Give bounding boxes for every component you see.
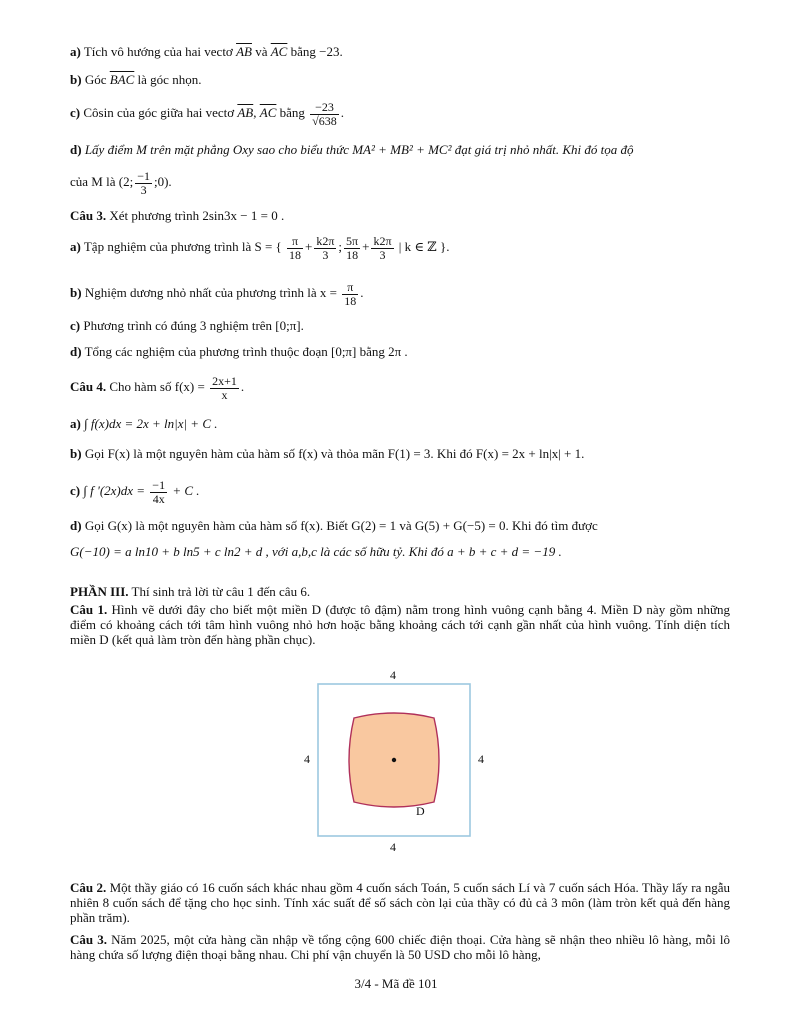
q4-item-d: d) Gọi G(x) là một nguyên hàm của hàm số f(x). Biết G(2) = 1 và G(5) + G(−5) = 0. Khi đó tìm được xyxy=(70,518,598,533)
bottom-side-label: 4 xyxy=(390,840,396,854)
q4-item-d-line2: G(−10) = a ln10 + b ln5 + c ln2 + d , với a,b,c là các số hữu tỷ. Khi đó a + b + c + d = −19 . xyxy=(70,544,562,559)
part3-question-2: Câu 2. Một thầy giáo có 16 cuốn sách khác nhau gồm 4 cuốn sách Toán, 5 cuốn sách Lí và 7 cuốn sách Hóa. Thầy lấy ra ngẫu nhiên 8 cuốn sách để tặng cho học sinh. Tính xác suất để số sách còn lại của thầy có đủ cả 3 môn (làm tròn kết quả đến hàng phần trăm). xyxy=(70,880,730,925)
part3-question-3: Câu 3. Năm 2025, một cửa hàng cần nhập về tổng cộng 600 chiếc điện thoại. Cửa hàng sẽ nhận theo nhiều lô hàng, mỗi lô hàng chứa số lượng điện thoại bằng nhau. Chi phí vận chuyển là 50 USD cho mỗi lô hàng, xyxy=(70,932,731,962)
frac-pi-18-b: $\frac{\pi}{18}$ xyxy=(344,279,357,308)
q3-item-c: c) Phương trình có đúng 3 nghiệm trên [0;π]. xyxy=(70,318,304,333)
item-d-point-m-coord: của M là (2; $\frac{-1}{3}$ ;0). xyxy=(70,168,172,197)
q4-item-a: a) ∫ f(x)dx = 2x + ln|x| + C . xyxy=(70,416,218,431)
q4-item-b: b) Gọi F(x) là một nguyên hàm của hàm số f(x) và thỏa mãn F(1) = 3. Khi đó F(x) = 2x + ln|x| + 1. xyxy=(70,446,585,461)
square-diagram xyxy=(300,668,500,858)
item-c-cosine: c) Côsin của góc giữa hai vectơ $\overline{AB}$, $\overline{AC}$ bằng $\frac{-23}{√638}$ . xyxy=(70,99,344,128)
frac-pi-18: $\frac{\pi}{18}$ xyxy=(289,233,302,262)
item-a-dot-product: a) Tích vô hướng của hai vectơ $\overline{AB}$ và $\overline{AC}$ bằng −23. xyxy=(70,44,343,59)
question-3: Câu 3. Xét phương trình 2sin3x − 1 = 0 . xyxy=(70,208,285,223)
q3-item-a: a) Tập nghiệm của phương trình là S = { $\frac{\pi}{18}$ + $\frac{k2\pi}{3}$ ; $\frac{5\pi}{18}$ + $\frac{k2\pi}{3}$ | k ∈ ℤ }. xyxy=(70,233,450,262)
center-point xyxy=(392,758,396,762)
frac-5pi-18: $\frac{5\pi}{18}$ xyxy=(346,233,359,262)
left-side-label: 4 xyxy=(304,752,310,766)
part-3-heading: PHẦN III. Thí sinh trả lời từ câu 1 đến câu 6. xyxy=(70,584,311,599)
item-b-angle: b) Góc $\overline{BAC}$ là góc nhọn. xyxy=(70,72,202,87)
page-footer: 3/4 - Mã đề 101 xyxy=(354,976,438,991)
q3-item-b: b) Nghiệm dương nhỏ nhất của phương trình là x = $\frac{\pi}{18}$ . xyxy=(70,279,364,308)
cosine-fraction: $\frac{-23}{√638}$ xyxy=(312,99,337,128)
frac-k2pi-3-b: $\frac{k2\pi}{3}$ xyxy=(373,233,392,262)
q4-item-c: c) ∫ f '(2x)dx = $\frac{-1}{4x}$ + C . xyxy=(70,477,200,506)
right-side-label: 4 xyxy=(478,752,484,766)
frac-k2pi-3: $\frac{k2\pi}{3}$ xyxy=(316,233,335,262)
item-d-point-m: d) Lấy điểm M trên mặt phẳng Oxy sao cho biểu thức MA² + MB² + MC² đạt giá trị nhỏ nhất. Khi đó tọa độ xyxy=(70,142,634,157)
part3-question-1: Câu 1. Hình vẽ dưới đây cho biết một miền D (được tô đậm) nằm trong hình vuông cạnh bằng 4. Miền D này gồm những điểm có khoảng cách tới tâm hình vuông nhỏ hơn hoặc bằng khoảng cách tới cạnh gần nhất của hình vuông. Tính diện tích miền D (kết quả làm tròn đến hàng phần chục). xyxy=(70,602,730,647)
figure-square-region xyxy=(300,668,500,858)
q3-item-d: d) Tổng các nghiệm của phương trình thuộc đoạn [0;π] bằng 2π . xyxy=(70,344,408,359)
question-4: Câu 4. Cho hàm số f(x) = $\frac{2x+1}{x}$ . xyxy=(70,373,245,402)
integral-fraction: $\frac{-1}{4x}$ xyxy=(152,477,166,506)
function-fraction: $\frac{2x+1}{x}$ xyxy=(212,373,237,402)
coord-fraction: $\frac{-1}{3}$ xyxy=(137,168,150,197)
top-side-label: 4 xyxy=(390,668,396,682)
region-d-label: D xyxy=(416,804,425,818)
